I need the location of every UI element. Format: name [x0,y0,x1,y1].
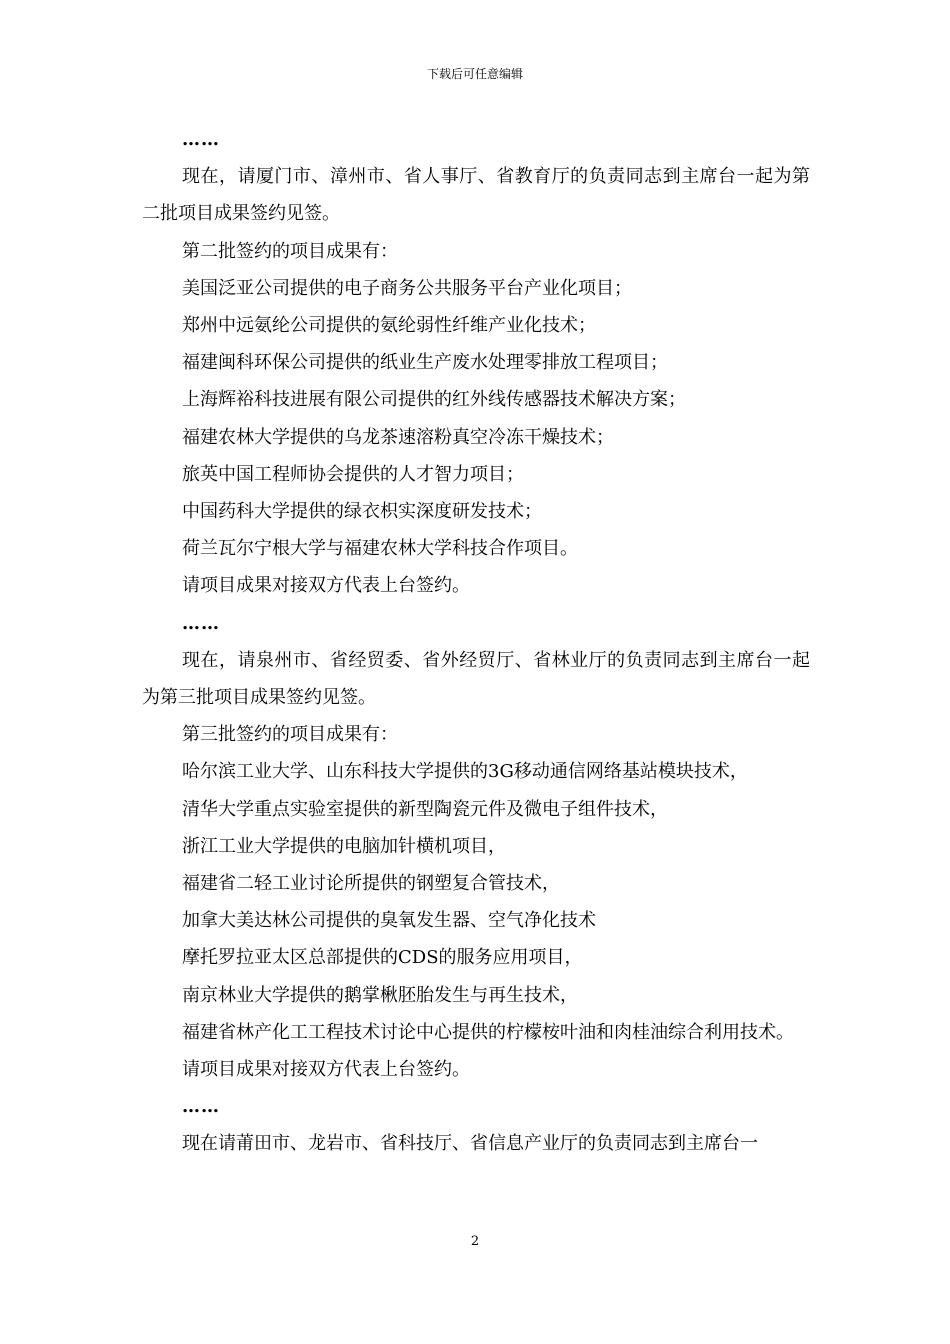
paragraph: 现在，请泉州市、省经贸委、省外经贸厅、省林业厅的负责同志到主席台一起为第三批项目成果签约见签。 [142,649,810,709]
paragraph: 福建农林大学提供的乌龙茶速溶粉真空冷冻干燥技术； [182,426,614,448]
paragraph: 中国药科大学提供的绿衣枳实深度研发技术； [182,501,542,523]
paragraph: 美国泛亚公司提供的电子商务公共服务平台产业化项目； [182,277,632,299]
paragraph: 福建省林产化工工程技术讨论中心提供的柠檬桉叶油和肉桂油综合利用技术。 [182,1021,794,1043]
ellipsis-paragraph: …… [182,612,220,634]
paragraph: 浙江工业大学提供的电脑加针横机项目， [182,835,506,857]
paragraph: 请项目成果对接双方代表上台签约。 [182,1059,470,1081]
paragraph: 请项目成果对接双方代表上台签约。 [182,575,470,597]
page-header: 下载后可任意编辑 [426,67,523,81]
paragraph: 第三批签约的项目成果有： [182,724,398,746]
paragraph: 荷兰瓦尔宁根大学与福建农林大学科技合作项目。 [182,538,578,560]
paragraph: 哈尔滨工业大学、山东科技大学提供的3G移动通信网络基站模块技术， [182,761,748,783]
paragraph: 福建省二轻工业讨论所提供的钢塑复合管技术， [182,873,560,895]
paragraph: 南京林业大学提供的鹅掌楸胚胎发生与再生技术， [182,984,578,1006]
document-body [142,121,810,1163]
page-number: 2 [470,1234,480,1249]
paragraph: 上海辉裕科技进展有限公司提供的红外线传感器技术解决方案； [182,389,686,411]
paragraph: 福建闽科环保公司提供的纸业生产废水处理零排放工程项目； [182,352,668,374]
paragraph: 旅英中国工程师协会提供的人才智力项目； [182,463,524,485]
ellipsis-paragraph: …… [182,1096,220,1118]
paragraph: 摩托罗拉亚太区总部提供的CDS的服务应用项目， [182,947,583,969]
paragraph: 现在，请厦门市、漳州市、省人事厅、省教育厅的负责同志到主席台一起为第二批项目成果签约见签。 [142,166,810,225]
paragraph: 第二批签约的项目成果有： [182,240,398,262]
paragraph: 郑州中远氨纶公司提供的氨纶弱性纤维产业化技术； [182,315,596,337]
paragraph: 清华大学重点实验室提供的新型陶瓷元件及微电子组件技术， [182,798,668,820]
paragraph: 加拿大美达林公司提供的臭氧发生器、空气净化技术 [182,910,596,932]
paragraph: 现在请莆田市、龙岩市、省科技厅、省信息产业厅的负责同志到主席台一 [182,1133,758,1155]
ellipsis-paragraph: …… [182,129,220,150]
